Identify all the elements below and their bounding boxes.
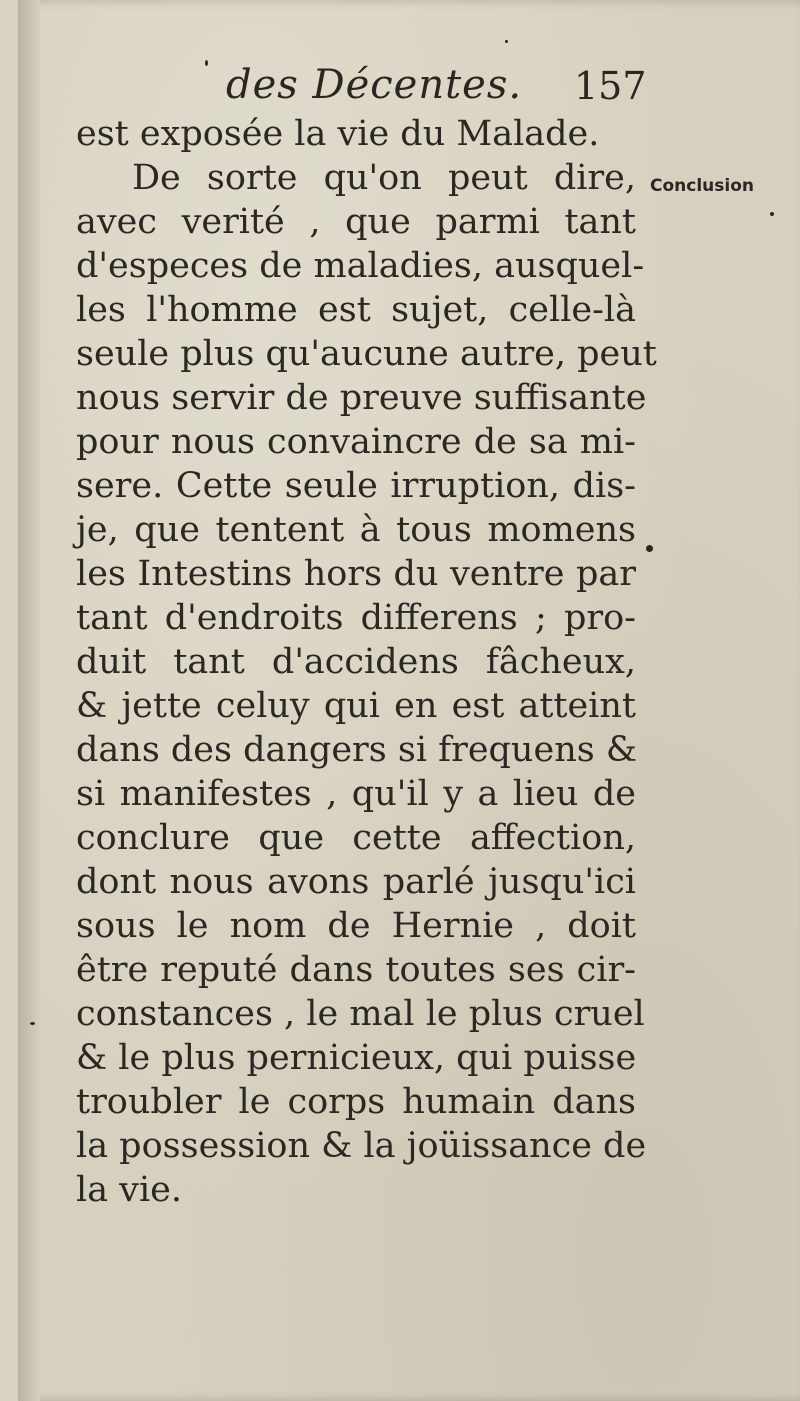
text-line: si manifestes , qu'il y a lieu de: [76, 774, 636, 814]
text-line: les l'homme est sujet, celle-là: [76, 290, 636, 330]
ink-speck: [770, 212, 774, 216]
text-line: dont nous avons parlé jusqu'ici: [76, 862, 636, 902]
text-line: sere. Cette seule irruption, dis-: [76, 466, 636, 506]
text-line: tant d'endroits differens ; pro-: [76, 598, 636, 638]
text-line: constances , le mal le plus cruel: [76, 994, 645, 1034]
ink-speck: [205, 60, 208, 66]
ink-speck: [30, 1022, 35, 1025]
text-line: conclure que cette affection,: [76, 818, 636, 858]
text-line: la possession & la joüissance de: [76, 1126, 647, 1166]
text-line: nous servir de preuve suffisante: [76, 378, 647, 418]
text-line: la vie.: [76, 1170, 182, 1210]
text-line: dans des dangers si frequens &: [76, 730, 637, 770]
text-line: je, que tentent à tous momens: [76, 510, 636, 550]
text-line: sous le nom de Hernie , doit: [76, 906, 636, 946]
text-line: pour nous convaincre de sa mi-: [76, 422, 636, 462]
page-number: 157: [574, 64, 647, 108]
text-line: De sorte qu'on peut dire,: [132, 158, 636, 198]
text-line: duit tant d'accidens fâcheux,: [76, 642, 636, 682]
text-line: les Intestins hors du ventre par: [76, 554, 636, 594]
body-text: [76, 112, 657, 1212]
text-line: avec verité , que parmi tant: [76, 202, 636, 242]
text-line: & jette celuy qui en est atteint: [76, 686, 636, 726]
ink-speck: [505, 40, 508, 43]
page-gutter-shadow: [18, 0, 40, 1401]
text-line: être reputé dans toutes ses cir-: [76, 950, 636, 990]
text-line: & le plus pernicieux, qui puisse: [76, 1038, 637, 1078]
running-head: des Décentes.: [226, 62, 523, 108]
text-line: est exposée la vie du Malade.: [76, 114, 600, 154]
text-line: seule plus qu'aucune autre, peut: [76, 334, 657, 374]
text-line: troubler le corps humain dans: [76, 1082, 636, 1122]
margin-note: Conclusion: [650, 176, 754, 196]
ink-speck: [646, 545, 653, 552]
text-line: d'especes de maladies, ausquel-: [76, 246, 645, 286]
